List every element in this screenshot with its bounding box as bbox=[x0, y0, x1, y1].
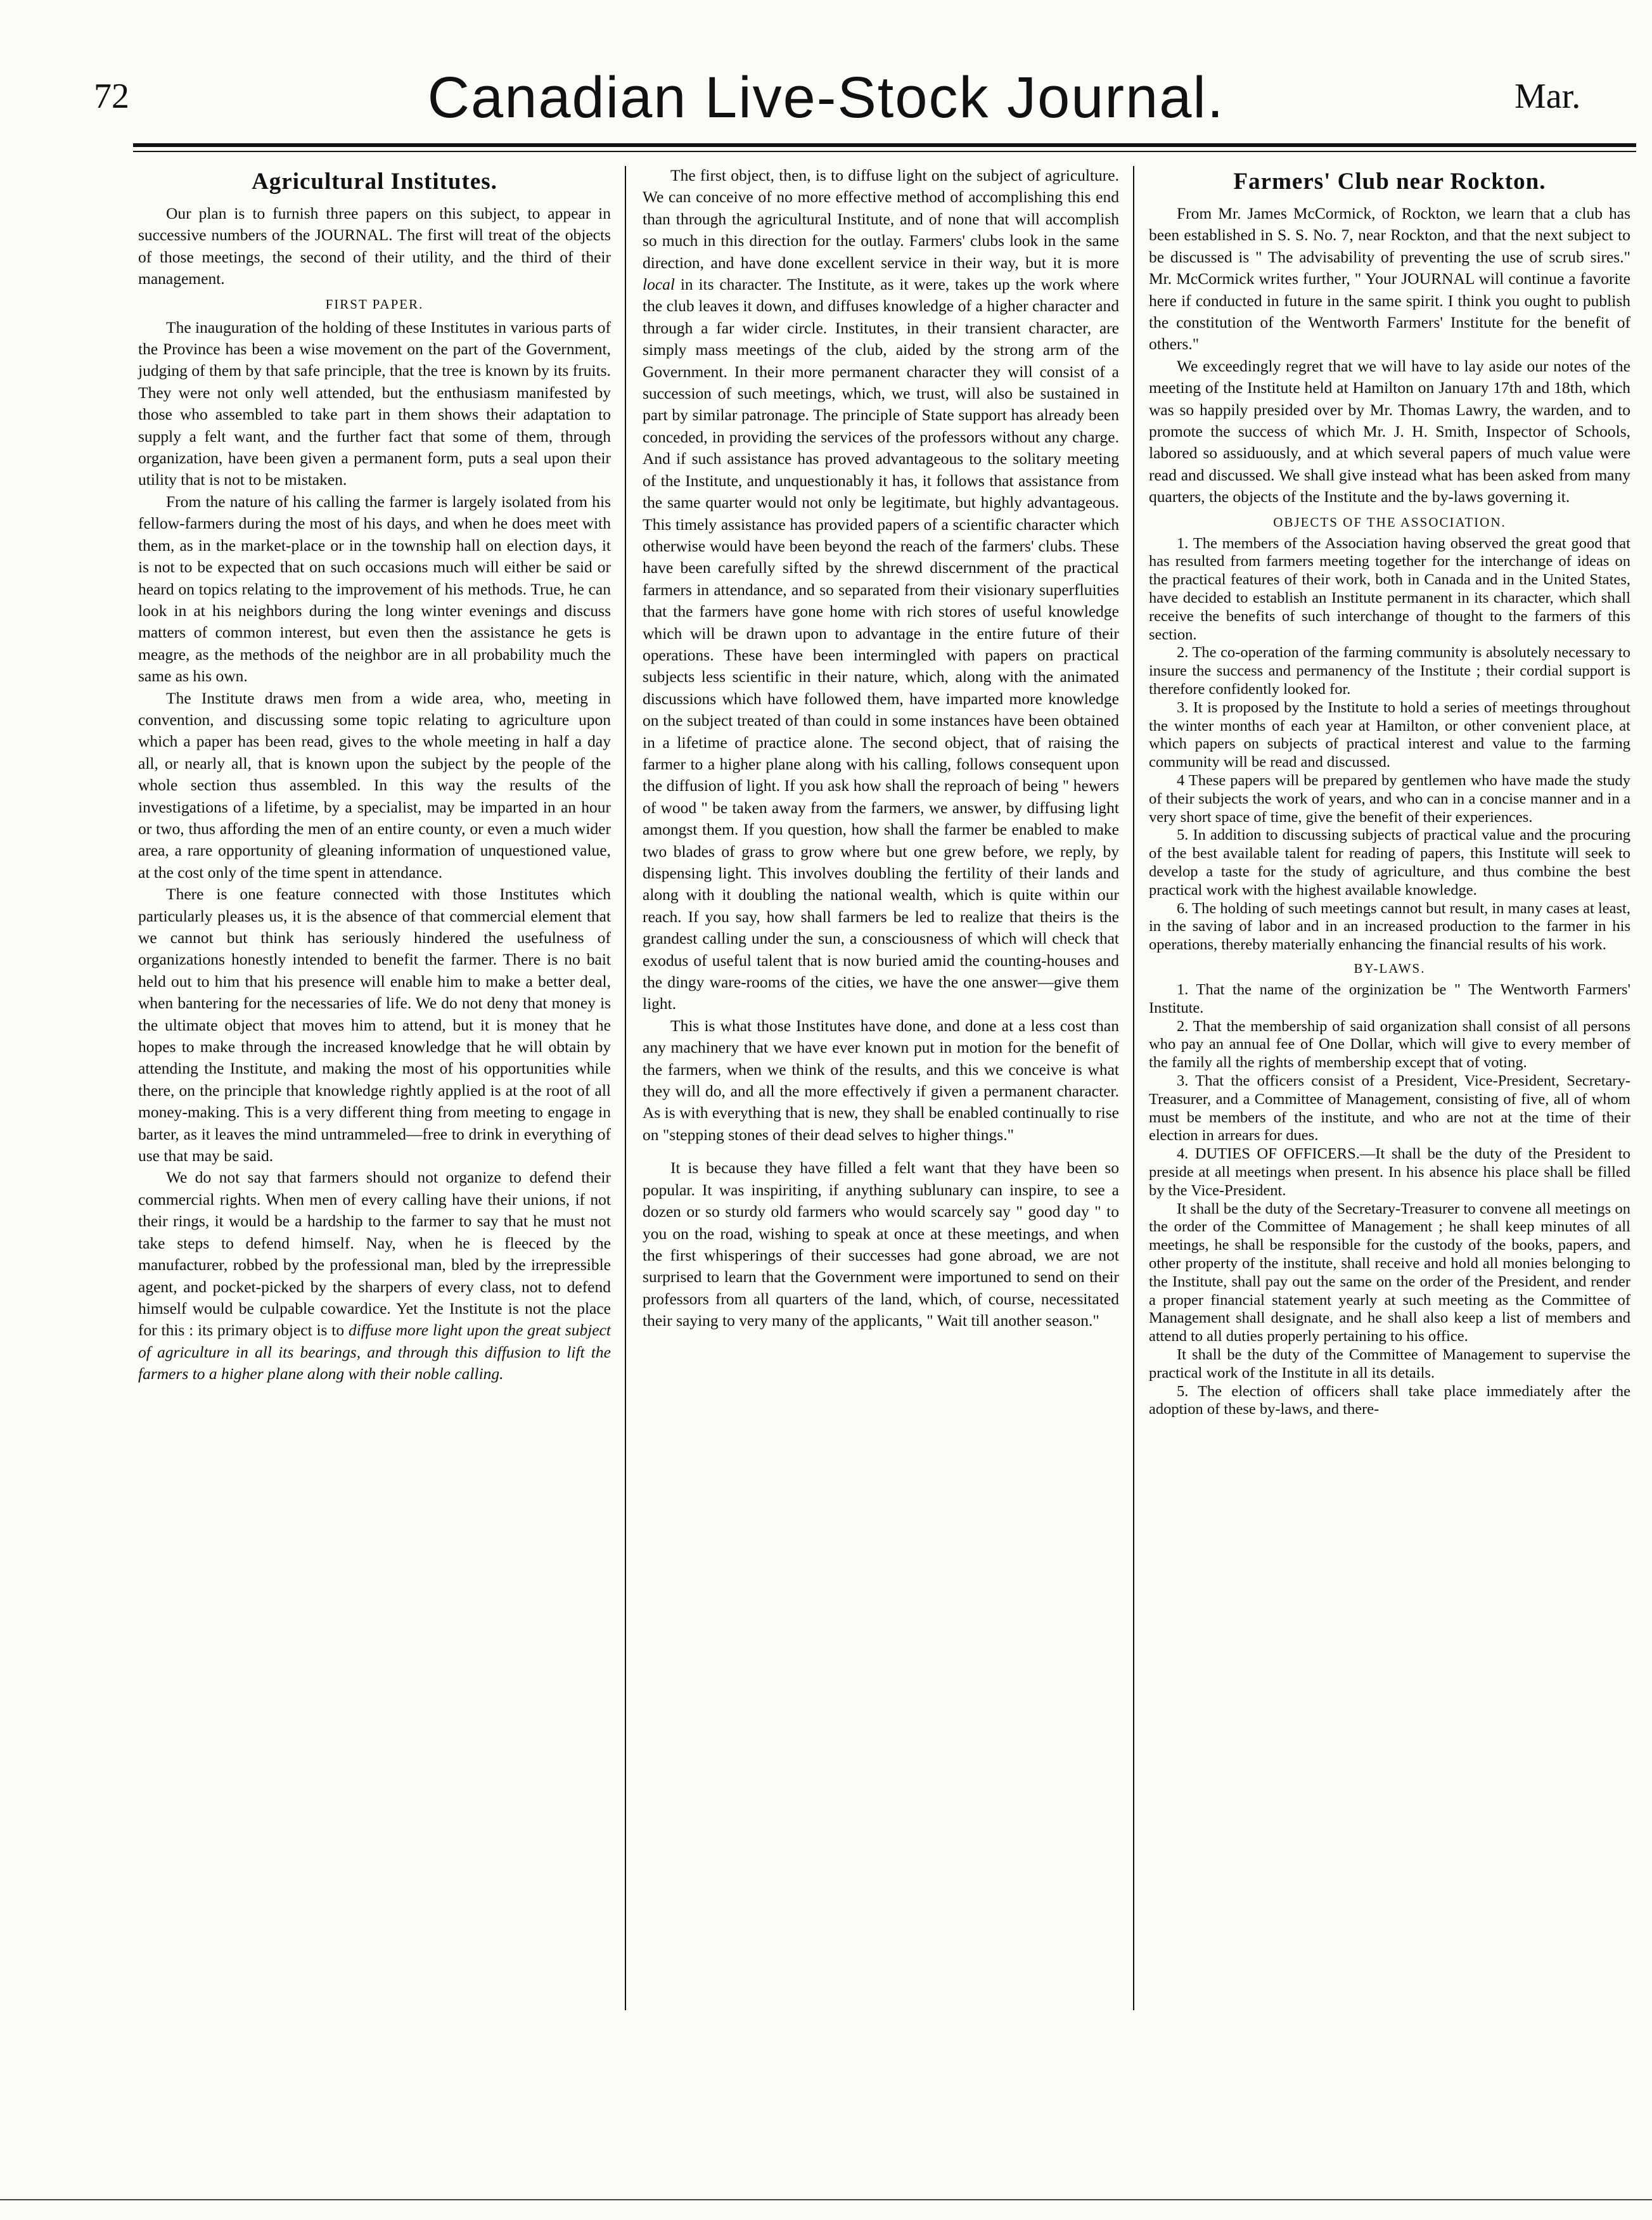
article-intro: Our plan is to furnish three papers on this subject, to appear in successive numbers of the JOURNAL. The first will treat of the objects of those meetings, the second of their utility, and the third of their management. bbox=[138, 204, 611, 288]
list-item: It shall be the duty of the Secretary-Treasurer to convene all meetings on the order of the Committee of Management ; he shall keep minutes of all meetings, he shall be responsible for the custody of the books, papers, and other property of the institute, shall receive and hold all monies belonging to the Institute, shall pay out the same on the order of the President, and render a proper financial statement yearly at such meeting as the Committee of Management shall designate, and he shall also keep a list of members and attend to all duties properly pertaining to his office. bbox=[1149, 1200, 1630, 1345]
paragraph bbox=[138, 1167, 611, 1385]
emphasis-text: diffuse more light upon the great subject of agriculture in all its bearings, and through this diffusion to lift the farmers to a higher plane along with their noble calling. bbox=[138, 1321, 611, 1383]
paragraph bbox=[643, 165, 1119, 1015]
list-item: 6. The holding of such meetings cannot but result, in many cases at least, in the saving of labor and in an increased production to the farmer in his operations, thereby materially enhancing the financial results of his work. bbox=[1149, 899, 1630, 954]
paragraph: From Mr. James McCormick, of Rockton, we learn that a club has been established in S. S. No. 7, near Rockton, and that the next subject to be discussed is " The advisability of preventing the use of scrub sires." Mr. McCormick writes further, " Your JOURNAL will continue a favorite here if conducted in future in the same spirit. I think you ought to publish the constitution of the Wentworth Farmers' Institute for the benefit of others." bbox=[1149, 204, 1630, 354]
footer-rule bbox=[0, 2199, 1652, 2200]
list-item: 2. That the membership of said organization shall consist of all persons who pay an annual fee of One Dollar, which will give to every member of the family all the rights of membership except that of voting. bbox=[1149, 1017, 1630, 1072]
article-title-agricultural-institutes: Agricultural Institutes. bbox=[252, 169, 497, 195]
list-item: 1. The members of the Association having observed the great good that has resulted from farmers meeting together for the interchange of ideas on the practical features of their work, both in Canada and in the United States, have decided to establish an Institute permanent in its character, which shall receive the benefits of such interchange of thought to the farmers of this section. bbox=[1149, 534, 1630, 643]
column-continued-article bbox=[643, 165, 1119, 1332]
issue-month: Mar. bbox=[1514, 77, 1581, 116]
paragraph-text: The first object, then, is to diffuse light on the subject of agriculture. We can conceive of no more effective method of accomplishing this end than through the agricultural Institute, and of none that will accomplish so much in this direction for the outlay. Farmers' clubs look in the same direction, and have done excellent service in their way, but it is more bbox=[643, 166, 1119, 272]
list-item: 2. The co-operation of the farming community is absolutely necessary to insure the success and permanency of the Institute ; their cordial support is therefore confidently looked for. bbox=[1149, 644, 1630, 698]
paragraph: From the nature of his calling the farmer is largely isolated from his fellow-farmers during the most of his days, and when he does meet with them, as in the market-place or in the township hall on election days, it is not to be expected that on such occasions much will either be said or heard on topics relating to the improvement of his methods. True, he can look in at his neighbors during the long winter evenings and discuss matters of common interest, but even then the assistance he gets is meagre, as the methods of the neighbor are in all probability much the same as his own. bbox=[138, 492, 611, 686]
section-heading-first-paper: FIRST PAPER. bbox=[325, 296, 424, 312]
emphasis-text: local bbox=[643, 275, 675, 294]
paragraph: The Institute draws men from a wide area, who, meeting in convention, and discussing some topic relating to agriculture upon which a paper has been read, gives to the whole meeting in half a day all, or nearly all, that is known upon the subject by the people of the whole section thus assembled. In this way the results of the investigations of a lifetime, by a specialist, may be imparted in an hour or two, thus affording the men of an entire county, or even a much wider area, a rare opportunity of gleaning information of unquestioned value, at the cost only of the time spent in attendance. bbox=[138, 688, 611, 882]
column-agricultural-institutes bbox=[138, 165, 611, 1385]
column-divider-left bbox=[625, 166, 626, 2010]
column-divider-right bbox=[1133, 166, 1134, 2010]
list-item: 3. That the officers consist of a President, Vice-President, Secretary-Treasurer, and a Committee of Management, consisting of five, all of whom must be members of the institute, and who are not at the time of their election in arrears for dues. bbox=[1149, 1072, 1630, 1145]
paragraph: The inauguration of the holding of these Institutes in various parts of the Province has been a wise movement on the part of the Government, judging of them by that safe principle, that the tree is known by its fruits. They were not only well attended, but the enthusiasm manifested by those who assembled to take part in them shows their adaptation to supply a felt want, and the further fact that some of them, through organization, have been given a permanent form, puts a seal upon their utility that is not to be mistaken. bbox=[138, 318, 611, 489]
list-item: 3. It is proposed by the Institute to hold a series of meetings throughout the winter months of each year at Hamilton, or other convenient place, at which papers on subjects of practical interest and value to the farming community will be read and discussed. bbox=[1149, 698, 1630, 771]
page-number: 72 bbox=[94, 77, 129, 116]
list-item: 4 These papers will be prepared by gentlemen who have made the study of their subjects the work of years, and who can in a concise manner and in a very short space of time, give the benefit of their experiences. bbox=[1149, 772, 1630, 826]
column-farmers-club bbox=[1149, 165, 1630, 1419]
header-rule-thin bbox=[133, 151, 1636, 152]
list-item: 1. That the name of the orginization be " The Wentworth Farmers' Institute. bbox=[1149, 981, 1630, 1017]
article-title-farmers-club: Farmers' Club near Rockton. bbox=[1233, 169, 1546, 195]
section-heading-bylaws: BY-LAWS. bbox=[1354, 961, 1426, 977]
list-item: 5. The election of officers shall take place immediately after the adoption of these by-laws, and there- bbox=[1149, 1382, 1630, 1418]
journal-masthead: Canadian Live-Stock Journal. bbox=[427, 65, 1225, 130]
header-rule-thick bbox=[133, 143, 1636, 147]
paragraph: There is one feature connected with those Institutes which particularly pleases us, it is the absence of that commercial element that we cannot but think has seriously hindered the usefulness of organizations honestly intended to benefit the farmer. There is no bait held out to him that his presence will enable him to make a better deal, when bantering for the necessaries of life. We do not deny that money is the ultimate object that moves him to attend, but it is money that he hopes to make through the increased knowledge that he will obtain by attending the Institute, and making the most of his opportunities while there, on the principle that knowledge rightly applied is at the root of all money-making. This is a very different thing from meeting to engage in barter, as it leaves the mind untrammeled—free to drink in everything of use that may be said. bbox=[138, 885, 611, 1165]
paragraph: We exceedingly regret that we will have to lay aside our notes of the meeting of the Institute held at Hamilton on January 17th and 18th, which was so happily presided over by Mr. Thomas Lawry, the warden, and to promote the success of which Mr. J. H. Smith, Inspector of Schools, labored so assiduously, and at which several papers of much value were read and discussed. We shall give instead what has been asked from many quarters, the objects of the Institute and the by-laws governing it. bbox=[1149, 356, 1630, 506]
list-item: It shall be the duty of the Committee of Management to supervise the practical work of the Institute in all its details. bbox=[1149, 1345, 1630, 1382]
paragraph: This is what those Institutes have done, and done at a less cost than any machinery that we have ever known put in motion for the benefit of the farmers, when we think of the results, and this we conceive is what they will do, and all the more effectively if given a permanent character. As is with everything that is new, they shall be enabled continually to rise on "stepping stones of their dead selves to higher things." bbox=[643, 1016, 1119, 1144]
paragraph-text: We do not say that farmers should not organize to defend their commercial rights. When men of every calling have their unions, if not their rings, it would be a hardship to the farmer to say that he must not take steps to defend himself. Nay, when he is fleeced by the manufacturer, robbed by the professional man, bled by the irrepressible agent, and pocket-picked by the sharpers of every class, not to defend himself would be culpable cowardice. Yet the Institute is not the place for this : its primary object is to bbox=[138, 1168, 611, 1340]
paragraph-text: in its character. The Institute, as it were, takes up the work where the club leaves it down, and diffuses knowledge of a higher character and through a far wider circle. Institutes, in their transient character, are simply mass meetings of the club, aided by the strong arm of the Government. In their more permanent character they will consist of a succession of such meetings, which, we trust, will also be sustained in part by similar patronage. The principle of State support has already been conceded, in providing the services of the professors without any charge. And if such assistance has proved advantageous to the solitary meeting of the Institute, and unquestionably it has, it follows that assistance from the same quarter would not only be legitimate, but highly advantageous. This timely assistance has provided papers of a scientific character which otherwise would have been beyond the reach of the farmers' clubs. These have been carefully sifted by the shrewd discernment of the practical farmers in attendance, and so separated from their visionary superfluities that the farmers have gone home with rich stores of useful knowledge which will be drawn upon to advantage in the entire future of their operations. These have been intermingled with papers on practical subjects less scientific in their nature, which, along with the animated discussions which have followed them, have imparted more knowledge on the subject treated of than could in some instances have been obtained in a lifetime of practice alone. The second object, that of raising the farmer to a higher plane along with his calling, follows consequent upon the diffusion of light. If you ask how shall the reproach of being " hewers of wood " be taken away from the farmers, we answer, by diffusing light amongst them. If you question, how shall the farmer be enabled to make two blades of grass to grow where but one grew before, we reply, by dispensing light. This involves doubling the fertility of their lands and along with it doubling the national wealth, which is quite within our reach. If you say, how shall farmers be led to realize that theirs is the grandest calling under the sun, a consciousness of which will check that exodus of useful talent that is now buried amid the counting-houses and the dingy ware-rooms of the cities, we have the one answer—give them light. bbox=[643, 275, 1120, 1013]
list-item: 4. DUTIES OF OFFICERS.—It shall be the duty of the President to preside at all meetings when present. In his absence his place shall be filled by the Vice-President. bbox=[1149, 1145, 1630, 1199]
section-heading-objects: OBJECTS OF THE ASSOCIATION. bbox=[1273, 514, 1506, 530]
list-item: 5. In addition to discussing subjects of practical value and the procuring of the best available talent for reading of papers, this Institute will seek to develop a taste for the study of agriculture, and thus combine the best practical work with the highest available knowledge. bbox=[1149, 826, 1630, 899]
paragraph: It is because they have filled a felt want that they have been so popular. It was inspiriting, if anything sublunary can inspire, to see a dozen or so sturdy old farmers who would scarcely say " good day " to you on the road, wishing to speak at once at these meetings, and when the first whisperings of their successes had gone abroad, we are not surprised to learn that the Government were importuned to send on their professors from all quarters of the land, which, of course, necessitated their saying to very many of the applicants, " Wait till another season." bbox=[643, 1158, 1119, 1330]
